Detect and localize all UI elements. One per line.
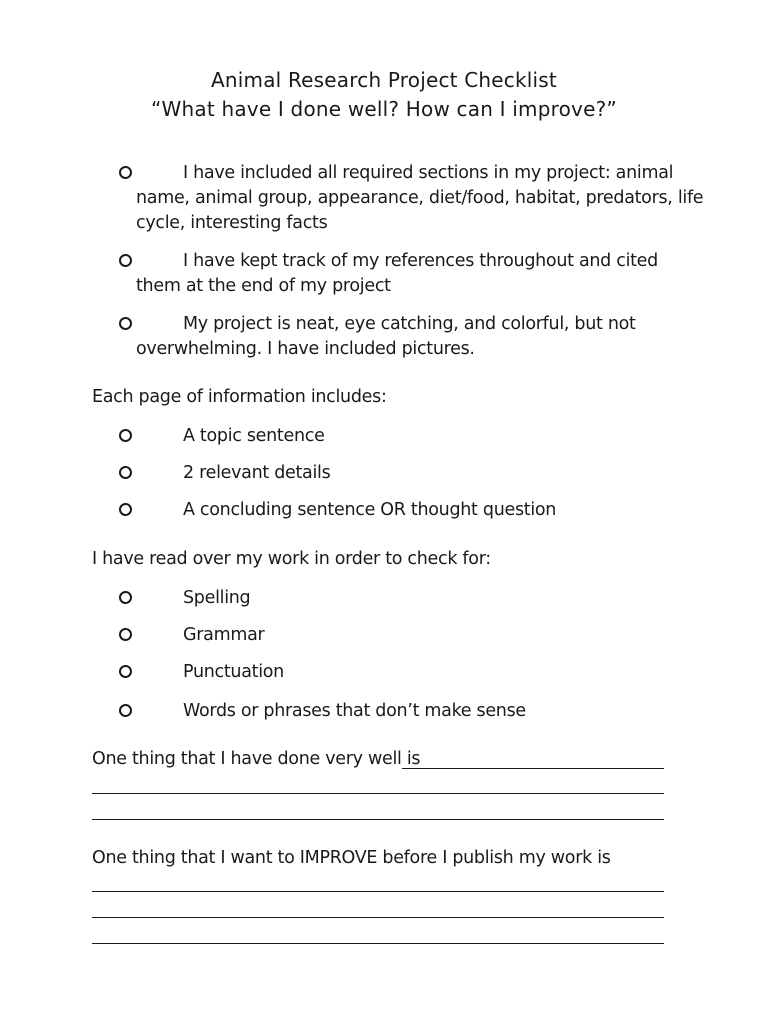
answer-line[interactable] — [402, 768, 664, 769]
reflection-prompt: One thing that I have done very well is — [92, 749, 421, 769]
reflection-prompt: One thing that I want to IMPROVE before I publish my work is — [92, 848, 611, 868]
list-item: Spelling — [183, 588, 251, 608]
list-item: A topic sentence — [183, 426, 325, 446]
checkbox-circle-icon[interactable] — [119, 317, 132, 330]
answer-line[interactable] — [92, 891, 664, 892]
page-title: Animal Research Project Checklist — [211, 68, 557, 92]
item-text: I have kept track of my references throughout and cited — [183, 251, 658, 271]
page-subtitle: “What have I done well? How can I improve?” — [151, 97, 617, 121]
checkbox-circle-icon[interactable] — [119, 665, 132, 678]
checkbox-circle-icon[interactable] — [119, 254, 132, 267]
answer-line[interactable] — [92, 819, 664, 820]
checkbox-circle-icon[interactable] — [119, 704, 132, 717]
checkbox-circle-icon[interactable] — [119, 466, 132, 479]
answer-line[interactable] — [92, 917, 664, 918]
checkbox-circle-icon[interactable] — [119, 503, 132, 516]
item-text: them at the end of my project — [136, 276, 391, 296]
answer-line[interactable] — [92, 793, 664, 794]
list-item: Grammar — [183, 625, 265, 645]
list-item: Punctuation — [183, 662, 284, 682]
item-text: name, animal group, appearance, diet/food, habitat, predators, life — [136, 188, 704, 208]
section-heading: Each page of information includes: — [92, 387, 387, 407]
checkbox-circle-icon[interactable] — [119, 429, 132, 442]
item-text: I have included all required sections in my project: animal — [183, 163, 674, 183]
answer-line[interactable] — [92, 943, 664, 944]
item-text: cycle, interesting facts — [136, 213, 328, 233]
checkbox-circle-icon[interactable] — [119, 628, 132, 641]
list-item: Words or phrases that don’t make sense — [183, 701, 526, 721]
section-heading: I have read over my work in order to check for: — [92, 549, 491, 569]
list-item: A concluding sentence OR thought question — [183, 500, 557, 520]
item-text: My project is neat, eye catching, and colorful, but not — [183, 314, 636, 334]
list-item: 2 relevant details — [183, 463, 331, 483]
checkbox-circle-icon[interactable] — [119, 591, 132, 604]
item-text: overwhelming. I have included pictures. — [136, 339, 475, 359]
checkbox-circle-icon[interactable] — [119, 166, 132, 179]
